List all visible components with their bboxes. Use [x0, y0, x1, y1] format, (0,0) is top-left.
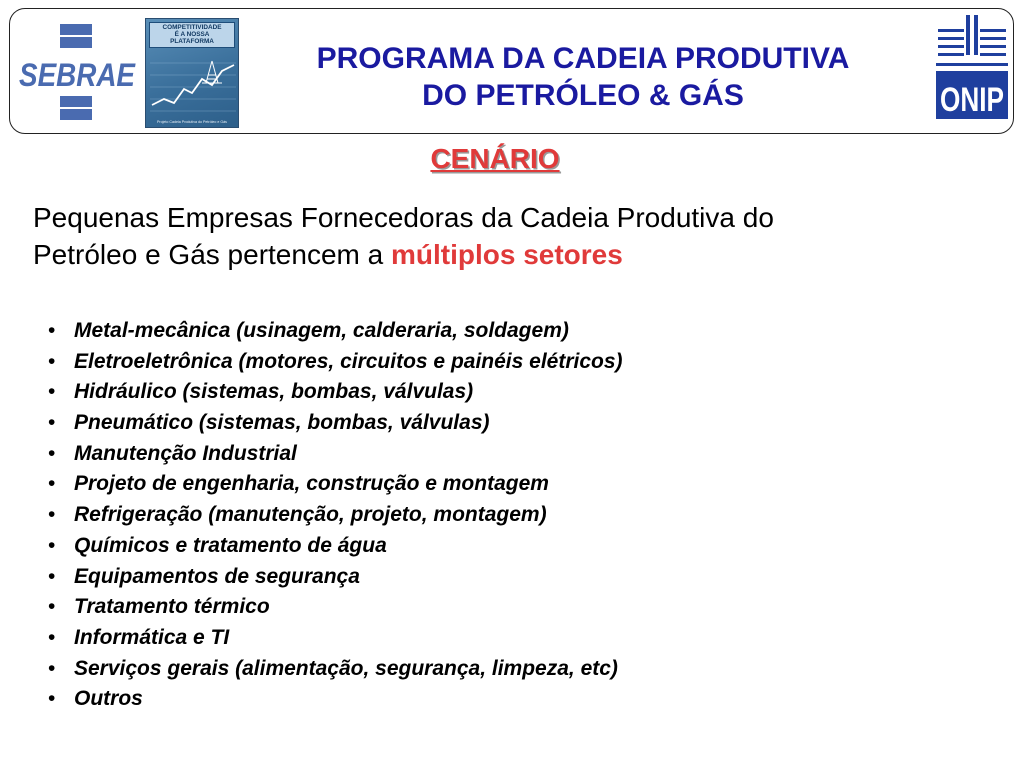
bullet-icon: •	[48, 533, 56, 557]
bullet-icon: •	[48, 441, 56, 465]
header-title-line1: PROGRAMA DA CADEIA PRODUTIVA	[316, 42, 850, 75]
bullet-icon: •	[48, 656, 56, 680]
sector-list-item	[48, 439, 623, 470]
bullet-icon: •	[48, 564, 56, 588]
book-footer: Projeto Cadeia Produtiva do Petróleo e Gás	[157, 120, 227, 124]
sector-list-item	[48, 623, 623, 654]
onip-logo	[936, 15, 1008, 121]
sector-label: Manutenção Industrial	[74, 441, 297, 465]
sector-label: Projeto de engenharia, construção e montagem	[74, 472, 549, 496]
header-title	[245, 40, 921, 114]
sector-list-item	[48, 469, 623, 500]
sector-label: Eletroeletrônica (motores, circuitos e painéis elétricos)	[74, 349, 623, 373]
bullet-icon: •	[48, 687, 56, 711]
sector-label: Químicos e tratamento de água	[74, 533, 387, 557]
sector-label: Pneumático (sistemas, bombas, válvulas)	[74, 411, 490, 435]
intro-line2	[33, 236, 1003, 273]
sector-label: Equipamentos de segurança	[74, 564, 360, 588]
sebrae-logo	[16, 22, 138, 122]
sector-list	[48, 316, 623, 715]
bullet-icon: •	[48, 319, 56, 342]
sector-label: Serviços gerais (alimentação, segurança, limpeza, etc)	[74, 656, 618, 680]
sector-label: Metal-mecânica (usinagem, calderaria, soldagem)	[74, 319, 569, 342]
sebrae-logo-text: SEBRAE	[19, 57, 137, 93]
oil-platform-graphic	[150, 53, 236, 119]
sector-list-item	[48, 316, 623, 347]
intro-line1: Pequenas Empresas Fornecedoras da Cadeia Produtiva do	[33, 202, 774, 233]
sector-list-item	[48, 408, 623, 439]
onip-logo-text: ONIP	[940, 81, 1004, 119]
bullet-icon: •	[48, 472, 56, 496]
bullet-icon: •	[48, 595, 56, 619]
sector-list-item	[48, 654, 623, 685]
sector-label: Hidráulico (sistemas, bombas, válvulas)	[74, 380, 474, 404]
sector-list-item	[48, 531, 623, 562]
sector-list-item	[48, 562, 623, 593]
intro-paragraph	[33, 199, 1003, 273]
book-title: COMPETITIVIDADE É A NOSSA PLATAFORMA	[149, 22, 235, 48]
bullet-icon: •	[48, 411, 56, 435]
sector-label: Tratamento térmico	[74, 595, 270, 619]
sector-label: Informática e TI	[74, 625, 230, 649]
section-title: CENÁRIO	[430, 143, 560, 174]
sector-label: Refrigeração (manutenção, projeto, montagem)	[74, 503, 547, 527]
sector-list-item	[48, 347, 623, 378]
sector-label: Outros	[74, 687, 143, 711]
sector-list-item	[48, 684, 623, 715]
header-title-line2: DO PETRÓLEO & GÁS	[422, 79, 744, 112]
bullet-icon: •	[48, 349, 56, 373]
bullet-icon: •	[48, 625, 56, 649]
book-cover-image	[145, 18, 239, 128]
bullet-icon: •	[48, 380, 56, 404]
sector-list-item	[48, 377, 623, 408]
sector-list-item	[48, 592, 623, 623]
intro-line2-text: Petróleo e Gás pertencem a	[33, 239, 391, 270]
bullet-icon: •	[48, 503, 56, 527]
sector-list-item	[48, 500, 623, 531]
intro-emphasis: múltiplos setores	[390, 239, 623, 270]
